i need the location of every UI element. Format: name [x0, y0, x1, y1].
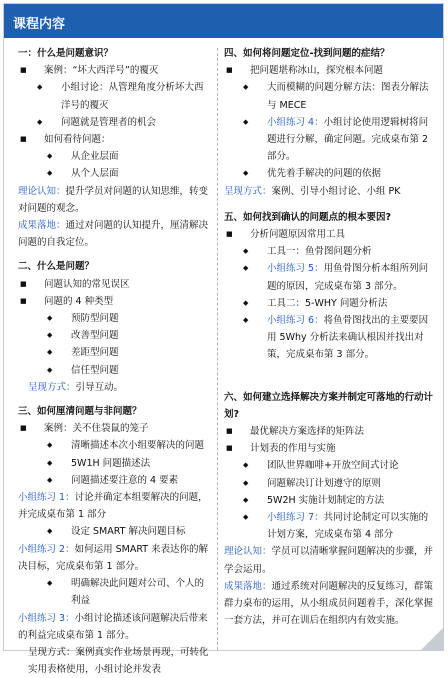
diamond-bullet-icon: ◆ — [47, 331, 53, 340]
column-divider — [217, 48, 218, 650]
list-item: ◆ 预防型问题 — [18, 310, 212, 327]
square-bullet-icon: ■ — [20, 66, 27, 75]
square-bullet-icon: ■ — [226, 444, 233, 453]
exercise-note: 小组练习 2：如何运用 SMART 来表达你的解决目标，完成桌布第 1 部分。 — [18, 543, 209, 572]
right-column — [224, 40, 436, 650]
section-2-title: 二、什么是问题？ — [18, 261, 95, 273]
list-item: ◆ 问题就是管理者的机会 — [18, 114, 212, 131]
list-item: ◆ 问题描述要注意的 4 要素 — [18, 472, 212, 489]
diamond-bullet-icon: ◆ — [243, 495, 249, 504]
theory-note: 理论认知：提升学员对问题的认知思维，转变对问题的观念。 — [18, 185, 209, 214]
outcome-note: 成果落地：通过系统对问题解决的反复练习，群策群力桌布的运用，从小组成员问题着手，深化掌握一套方法，并可在训后在组织内有效实施。 — [224, 580, 434, 627]
list-item: ◆ 信任型问题 — [18, 362, 212, 379]
square-bullet-icon: ■ — [20, 135, 27, 144]
spacer — [224, 364, 436, 382]
list-item: ■ 如何看待问题： — [18, 131, 212, 148]
square-bullet-icon: ■ — [226, 230, 233, 239]
list-item: ■ 问题的 4 种类型 — [18, 293, 212, 310]
list-item: ◆ 问题解决订计划遵守的原则 — [224, 475, 436, 492]
list-item: ■ 案例：“坏大西洋号”的覆灭 — [18, 62, 212, 79]
list-item: ◆ 差距型问题 — [18, 344, 212, 361]
section-6-title: 六、如何建立选择解决方案并制定可落地的行动计划? — [224, 391, 434, 420]
list-item: ◆ 改善型问题 — [18, 327, 212, 344]
presentation-note: 呈现方式：引导互动。 — [28, 381, 124, 393]
list-item: ◆ 优先着手解决的问题的依据 — [224, 165, 436, 182]
list-item: ■ 分析问题原因常用工具 — [224, 226, 436, 243]
list-item: ◆ 小组练习 6：将鱼骨图找出的主要要因用 5Why 分析法来确认根因并找出对策，完成桌布第 3 部分。 — [224, 312, 436, 364]
list-item: ■ 案例：关不住袋鼠的笼子 — [18, 420, 212, 437]
list-item: ◆ 小组练习 4：小组讨论使用逻辑树将问题进行分解，确定问题。完成桌布第 2 部分。 — [224, 114, 436, 166]
list-item: ◆ 明确解决此问题对公司、个人的利益 — [18, 575, 212, 609]
list-item: ◆ 从个人层面 — [18, 165, 212, 182]
list-item: ◆ 设定 SMART 解决问题目标 — [18, 523, 212, 540]
exercise-note: 小组练习 3：小组讨论描述该问题解决后带来的利益完成桌布第 1 部分。 — [18, 612, 208, 641]
diamond-bullet-icon: ◆ — [47, 475, 53, 484]
diamond-bullet-icon: ◆ — [243, 117, 249, 126]
list-item: ◆ 小组练习 7：共同讨论制定可以实施的计划方案，完成桌布第 4 部分 — [224, 509, 436, 543]
square-bullet-icon: ■ — [20, 279, 27, 288]
diamond-bullet-icon: ◆ — [243, 298, 249, 307]
diamond-bullet-icon: ◆ — [243, 316, 249, 325]
diamond-bullet-icon: ◆ — [47, 579, 53, 588]
diamond-bullet-icon: ◆ — [47, 152, 53, 161]
diamond-bullet-icon: ◆ — [243, 461, 249, 470]
list-item: ◆ 团队世界咖啡+开放空间式讨论 — [224, 457, 436, 474]
diamond-bullet-icon: ◆ — [47, 314, 53, 323]
diamond-bullet-icon: ◆ — [243, 169, 249, 178]
header-bar — [4, 4, 443, 38]
left-column — [18, 40, 212, 676]
square-bullet-icon: ■ — [20, 296, 27, 305]
diamond-bullet-icon: ◆ — [47, 365, 53, 374]
square-bullet-icon: ■ — [226, 66, 233, 75]
list-item: ◆ 5W2H 实施计划制定的方法 — [224, 492, 436, 509]
presentation-note: 呈现方式：案例真实作业场景再现，可转化实用表格使用，小组讨论并发表 — [28, 646, 209, 676]
list-item: ◆ 大而模糊的问题分解方法：图表分解法与 MECE — [224, 79, 436, 113]
list-item: ◆ 从企业层面 — [18, 148, 212, 165]
list-item: ◆ 小组讨论：从管理角度分析坏大西洋号的覆灭 — [18, 79, 212, 113]
diamond-bullet-icon: ◆ — [37, 83, 43, 92]
list-item: ■ 最优解决方案选择的矩阵法 — [224, 423, 436, 440]
diamond-bullet-icon: ◆ — [47, 527, 53, 536]
square-bullet-icon: ■ — [20, 424, 27, 433]
list-item: ■ 把问题堪称冰山，探究根本问题 — [224, 62, 436, 79]
presentation-note: 呈现方式：案例、引导小组讨论、小组 PK — [224, 185, 401, 197]
diamond-bullet-icon: ◆ — [243, 247, 249, 256]
diamond-bullet-icon: ◆ — [243, 513, 249, 522]
list-item: ■ 计划表的作用与实施 — [224, 440, 436, 457]
diamond-bullet-icon: ◆ — [47, 441, 53, 450]
square-bullet-icon: ■ — [226, 427, 233, 436]
diamond-bullet-icon: ◆ — [47, 348, 53, 357]
outcome-note: 成果落地：通过对问题的认知提升，厘清解决问题的自我定位。 — [18, 220, 209, 249]
list-item: ◆ 清晰描述本次小组要解决的问题 — [18, 437, 212, 454]
diamond-bullet-icon: ◆ — [37, 117, 43, 126]
diamond-bullet-icon: ◆ — [243, 264, 249, 273]
section-4-title: 四、如何将问题定位-找到问题的症结？ — [224, 48, 390, 59]
exercise-note: 小组练习 1：讨论并确定本组要解决的问题，并完成桌布第 1 部分 — [18, 492, 208, 521]
list-item: ◆ 工具一：鱼骨图问题分析 — [224, 243, 436, 260]
diamond-bullet-icon: ◆ — [47, 458, 53, 467]
page-curl-corner — [421, 628, 443, 650]
section-5-title: 五、如何找到确认的问题点的根本要因? — [224, 211, 392, 223]
diamond-bullet-icon: ◆ — [47, 169, 53, 178]
section-3-title: 三、如何厘清问题与非问题？ — [18, 406, 142, 418]
list-item: ◆ 工具二：5-WHY 问题分析法 — [224, 295, 436, 312]
page-title: 课程内容 — [13, 17, 66, 32]
list-item: ■ 问题认知的常见误区 — [18, 276, 212, 293]
list-item: ◆ 5W1H 问题描述法 — [18, 455, 212, 472]
diamond-bullet-icon: ◆ — [243, 83, 249, 92]
diamond-bullet-icon: ◆ — [243, 478, 249, 487]
theory-note: 理论认知：学员可以清晰掌握问题解决的步骤，并学会运用。 — [224, 546, 434, 575]
section-1-title: 一：什么是问题意识？ — [18, 48, 114, 59]
course-content-card — [3, 3, 444, 676]
list-item: ◆ 小组练习 5：用鱼骨图分析本组所列问题的原因，完成桌布第 3 部分。 — [224, 260, 436, 294]
